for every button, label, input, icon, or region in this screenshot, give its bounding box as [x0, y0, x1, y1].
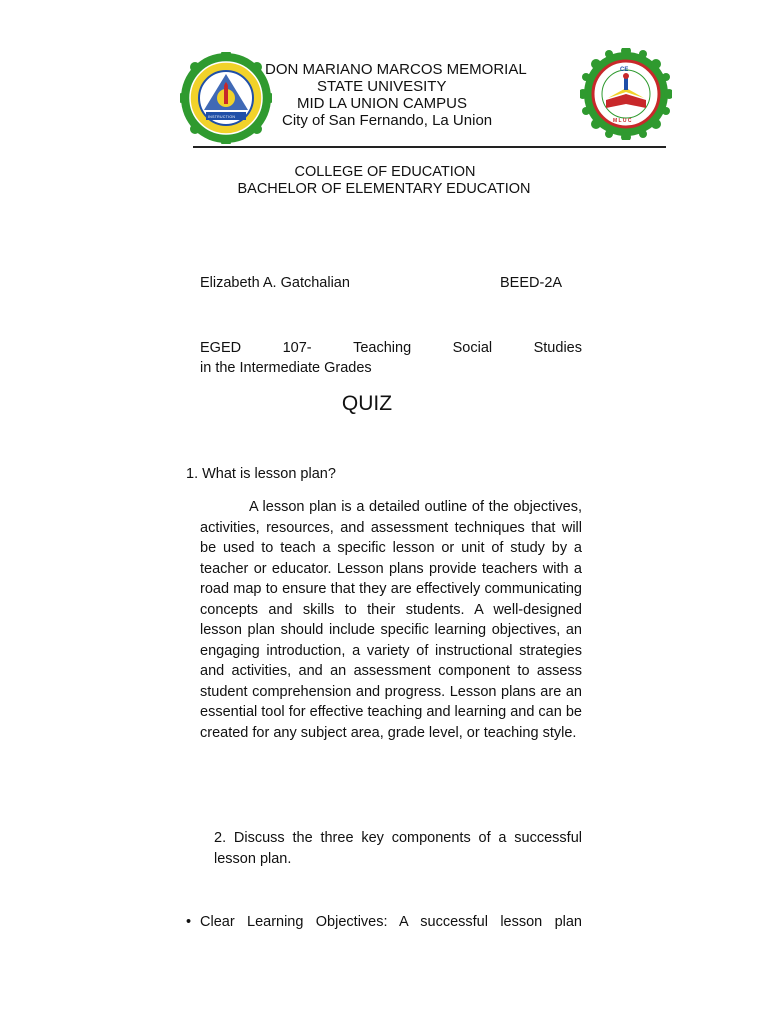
- course-title: [200, 338, 582, 378]
- bullet-text: Clear Learning Objectives: A successful lesson plan: [200, 914, 582, 930]
- student-name: Elizabeth A. Gatchalian: [200, 275, 350, 291]
- bullet-item: [186, 914, 582, 930]
- course-title-line2: in the Intermediate Grades: [200, 360, 372, 376]
- college-name: COLLEGE OF EDUCATION: [294, 164, 476, 180]
- course-word: EGED: [200, 340, 242, 356]
- program-name: BACHELOR OF ELEMENTARY EDUCATION: [237, 181, 531, 197]
- university-name-line1: DON MARIANO MARCOS MEMORIAL: [265, 61, 527, 78]
- seal-left-icon: [180, 52, 272, 144]
- question-2-label: 2. Discuss the three key components of a successful lesson plan.: [214, 830, 582, 867]
- seal-right-icon: [580, 48, 672, 140]
- seal-right-ce: CE: [620, 67, 629, 73]
- student-section: BEED-2A: [500, 275, 563, 291]
- campus-name: MID LA UNION CAMPUS: [297, 95, 468, 112]
- city-name: City of San Fernando, La Union: [282, 112, 493, 129]
- university-name-line2: STATE UNIVESITY: [317, 78, 447, 95]
- seal-right-bottom-text: M L U C: [613, 118, 632, 124]
- answer-text: A lesson plan is a detailed outline of the objectives, activities, resources, and assessment techniques that will be used to teach a specific lesson or unit of study by a teacher or educator. Lesson plans provide teachers with a road map to ensure that they are effectively communicating concepts and skills to their students. A well-designed lesson plan should include specific learning objectives, an engaging introduction, a variety of instructional strategies and activities, and an assessment component to assess student comprehension and progress. Lesson plans are an essential tool for effective teaching and learning and can be created for any subject area, grade level, or teaching style.: [200, 499, 582, 741]
- bullet-marker: •: [186, 914, 192, 930]
- course-title-line1: [200, 338, 582, 358]
- college-seal-right: [580, 48, 672, 140]
- course-word: Studies: [533, 340, 582, 356]
- header-divider: [193, 146, 666, 148]
- course-word: Social: [452, 340, 493, 356]
- university-seal-left: [180, 52, 272, 144]
- course-word: 107-: [282, 340, 312, 356]
- course-word: Teaching: [353, 340, 412, 356]
- question-1-answer: [200, 497, 582, 743]
- question-1-label: 1. What is lesson plan?: [186, 466, 336, 482]
- seal-left-text: INSTRUCTION: [208, 115, 236, 119]
- quiz-title: QUIZ: [341, 392, 393, 415]
